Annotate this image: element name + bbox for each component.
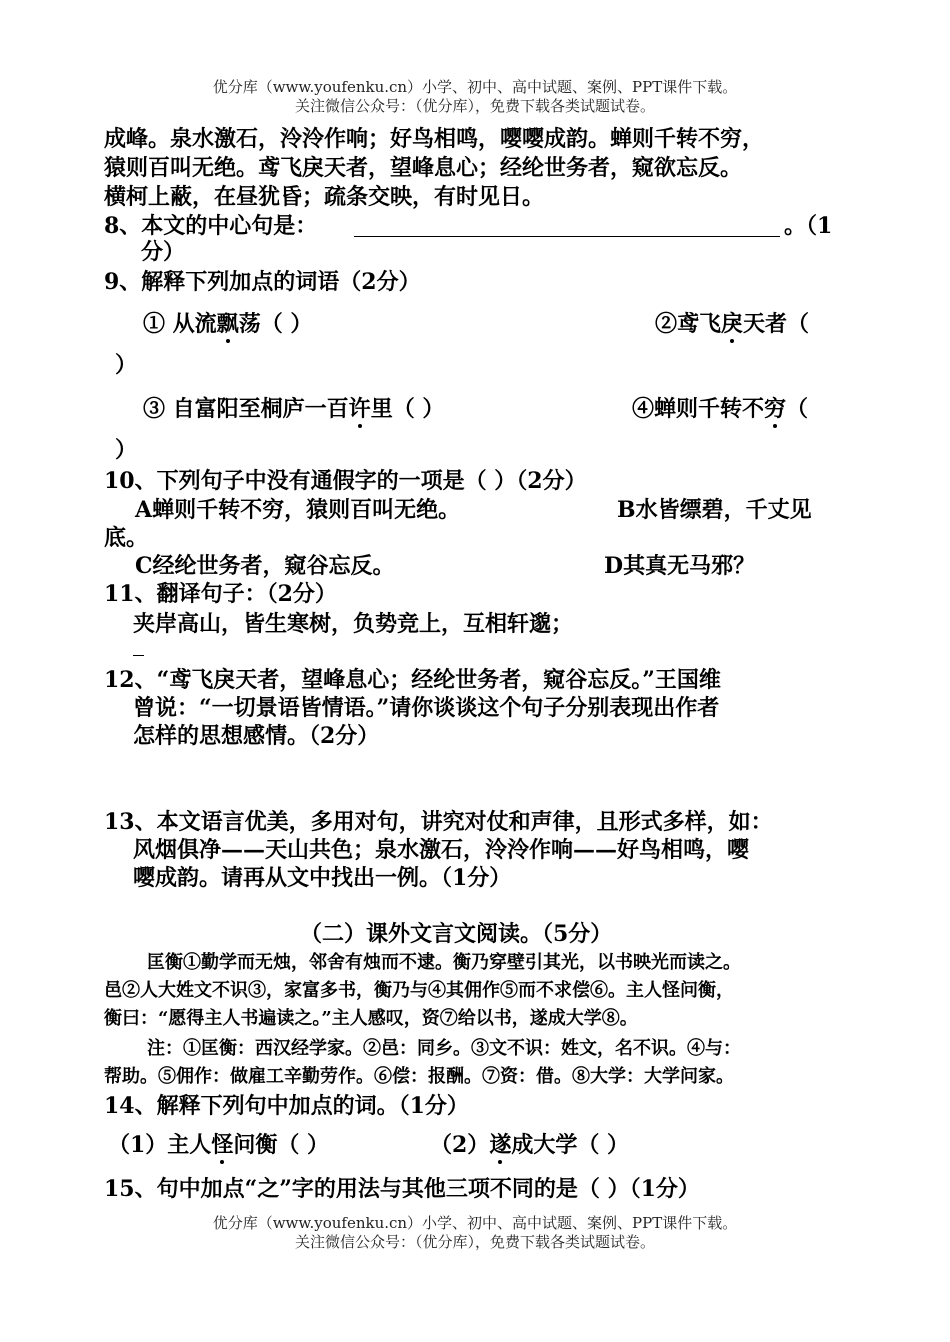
q14-item-1: [108, 1131, 329, 1159]
q9-item-3: [143, 395, 444, 423]
q9-item-4-pre: ④蝉则千转不: [632, 396, 765, 422]
q9-item-4: [632, 395, 808, 423]
q10-option-c: C经纶世务者，窥谷忘反。: [135, 553, 395, 579]
q14-item-2-pre: （2）: [430, 1132, 490, 1158]
q12-line-3: 怎样的思想感情。（2分）: [133, 723, 380, 749]
q9-item-2-pre: ②鸢飞: [655, 311, 722, 337]
q12-line-2: 曾说：“一切景语皆情语。”请你谈谈这个句子分别表现出作者: [133, 695, 720, 721]
q10-title: 10、下列句子中没有通假字的一项是（ ）（2分）: [104, 468, 587, 494]
q9-item-4-close: ）: [115, 437, 138, 463]
section2-note-line-1: 注：①匡衡：西汉经学家。②邑：同乡。③文不识：姓文，名不识。④与：: [147, 1038, 741, 1059]
section2-text-line-2: 邑②人大姓文不识③，家富多书，衡乃与④其佣作⑤而不求偿⑥。主人怪问衡，: [104, 980, 734, 1001]
q10-option-a: A蝉则千转不穷，猿则百叫无绝。: [135, 497, 461, 523]
q9-item-4-post: （: [786, 396, 809, 422]
header-line-1: 优分库（www.youfenku.cn）小学、初中、高中试题、案例、PPT课件下载。: [212, 78, 738, 96]
q14-item-2-dotted: 遂: [489, 1132, 512, 1158]
q9-item-3-pre: ③ 自富阳至桐庐一百: [143, 396, 349, 422]
q14-item-1-dotted: 怪: [211, 1132, 234, 1158]
q9-item-1-post: 荡（ ）: [238, 311, 313, 337]
section2-note-line-2: 帮助。⑤佣作：做雇工辛勤劳作。⑥偿：报酬。⑦资：借。⑧大学：大学问家。: [104, 1066, 734, 1087]
q9-title: 9、解释下列加点的词语（2分）: [104, 269, 421, 295]
q8-answer-blank: [354, 236, 780, 237]
q11-answer-line: [133, 655, 144, 656]
q13-line-2: 风烟俱净——天山共色；泉水激石，泠泠作响——好鸟相鸣，嘤: [133, 837, 750, 863]
q9-item-2-post: 天者（: [743, 311, 810, 337]
q10-option-b-cont: 底。: [104, 525, 149, 551]
section2-text-line-3: 衡曰：“愿得主人书遍读之。”主人感叹，资⑦给以书，遂成大学⑧。: [104, 1008, 638, 1029]
q14-item-1-post: 问衡（ ）: [233, 1132, 329, 1158]
q12-line-1: 12、“鸢飞戾天者，望峰息心；经纶世务者，窥谷忘反。”王国维: [104, 667, 721, 693]
q9-item-3-post: 里（ ）: [370, 396, 445, 422]
q15-title: 15、句中加点“之”字的用法与其他三项不同的是（ ）（1分）: [104, 1176, 700, 1202]
passage-line-3: 横柯上蔽，在昼犹昏；疏条交映，有时见日。: [104, 184, 545, 210]
q9-item-4-dotted: 穷: [764, 396, 787, 422]
footer-line-1: 优分库（www.youfenku.cn）小学、初中、高中试题、案例、PPT课件下载。: [212, 1214, 738, 1232]
passage-line-1: 成峰。泉水激石，泠泠作响；好鸟相鸣，嘤嘤成韵。蝉则千转不穷，: [104, 126, 765, 152]
q13-line-3: 嘤成韵。请再从文中找出一例。（1分）: [133, 865, 512, 891]
q9-item-3-dotted: 许: [348, 396, 371, 422]
footer-line-2: 关注微信公众号：（优分库），免费下载各类试题试卷。: [294, 1233, 655, 1251]
q14-item-1-pre: （1）主人: [108, 1132, 212, 1158]
q9-item-1: [143, 310, 312, 338]
q14-item-2: [430, 1131, 629, 1159]
q9-item-1-pre: ① 从流: [143, 311, 217, 337]
passage-line-2: 猿则百叫无绝。鸢飞戾天者，望峰息心；经纶世务者，窥欲忘反。: [104, 155, 743, 181]
q13-line-1: 13、本文语言优美，多用对句，讲究对仗和声律，且形式多样，如：: [104, 809, 773, 835]
header-line-2: 关注微信公众号：（优分库），免费下载各类试题试卷。: [294, 97, 655, 115]
q10-option-b: B水皆缥碧，千丈见: [617, 497, 812, 523]
q14-item-2-post: 成大学（ ）: [511, 1132, 629, 1158]
section2-title: （二）课外文言文阅读。（5分）: [300, 921, 613, 947]
q8-text: 8、本文的中心句是：: [104, 213, 318, 239]
q9-item-2-close: ）: [115, 352, 138, 378]
q9-item-2-dotted: 戾: [721, 311, 744, 337]
q10-option-d: D其真无马邪？: [604, 553, 756, 579]
q14-title: 14、解释下列句中加点的词。（1分）: [104, 1093, 469, 1119]
q11-sentence: 夹岸高山，皆生寒树，负势竞上，互相轩邈；: [133, 611, 574, 637]
q9-item-1-dotted: 飘: [216, 311, 239, 337]
q8-cont: 分）: [141, 239, 186, 265]
q11-title: 11、翻译句子：（2分）: [104, 581, 337, 607]
q8-end: 。（1: [784, 213, 833, 239]
section2-text-line-1: 匡衡①勤学而无烛，邻舍有烛而不逮。衡乃穿壁引其光，以书映光而读之。: [147, 952, 741, 973]
q9-item-2: [655, 310, 809, 338]
